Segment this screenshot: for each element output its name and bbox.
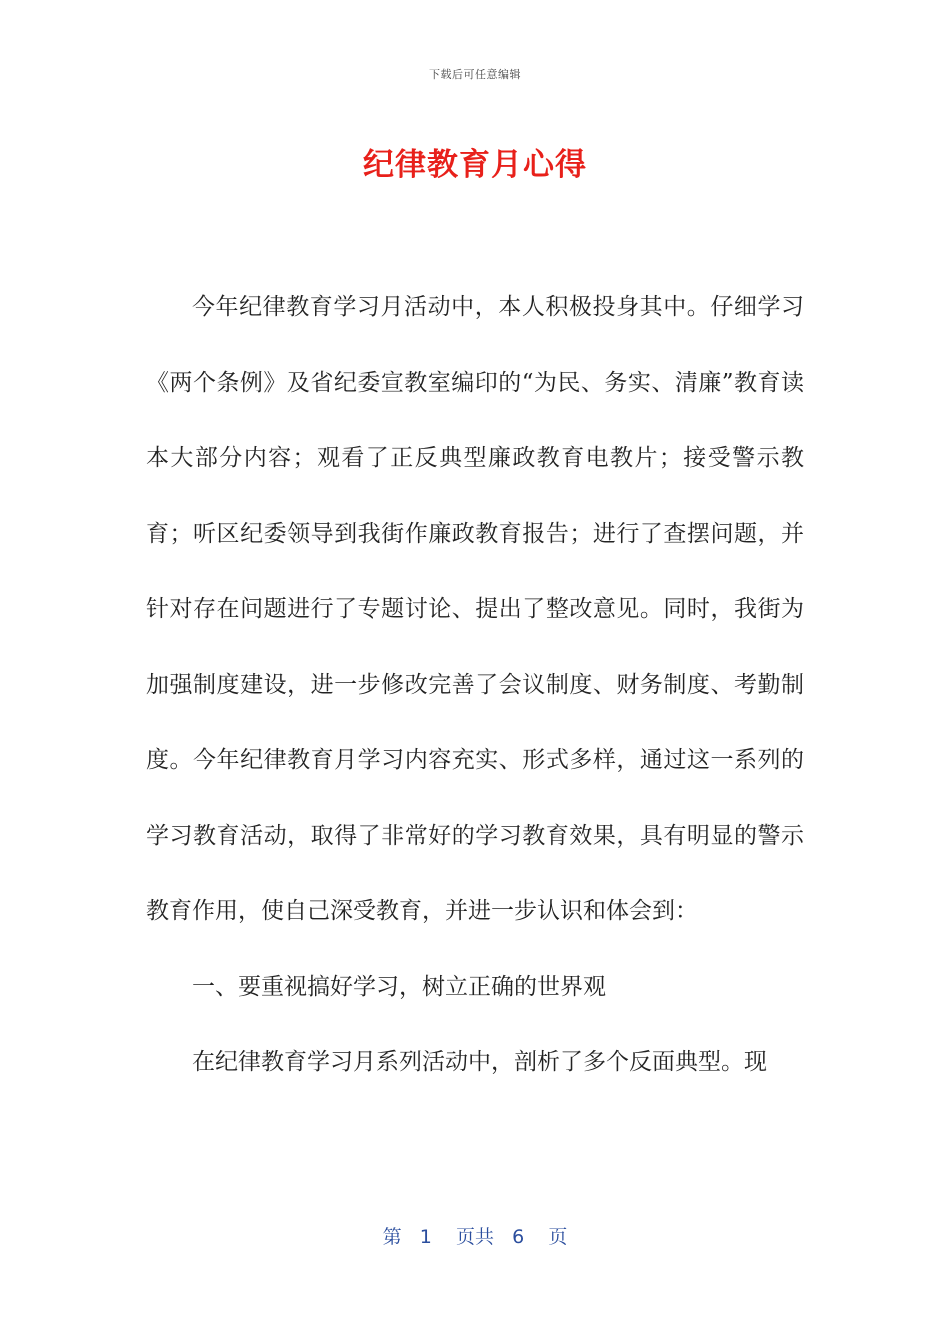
paragraph-section-body: 在纪律教育学习月系列活动中，剖析了多个反面典型。现 [192,1049,767,1075]
footer-middle: 页共 [455,1226,494,1248]
footer-prefix: 第 [382,1226,402,1248]
document-body [146,270,804,1101]
paragraph-intro: 今年纪律教育学习月活动中，本人积极投身其中。仔细学习《两个条例》及省纪委宣教室编印的“为民、务实、清廉”教育读本大部分内容；观看了正反典型廉政教育电教片；接受警示教育；听区纪委领导到我街作廉政教育报告；进行了查摆问题，并针对存在问题进行了专题讨论、提出了整改意见。同时，我街为加强制度建设，进一步修改完善了会议制度、财务制度、考勤制度。今年纪律教育月学习内容充实、形式多样，通过这一系列的学习教育活动，取得了非常好的学习教育效果，具有明显的警示教育作用，使自己深受教育，并进一步认识和体会到： [146,294,804,924]
paragraph-section-heading: 一、要重视搞好学习，树立正确的世界观 [192,973,606,1000]
footer-page-number: 1 [419,1226,432,1248]
document-title: 纪律教育月心得 [363,147,587,183]
page-footer [0,1222,950,1249]
footer-total-pages: 6 [512,1226,525,1248]
header-note: 下载后可任意编辑 [429,68,521,81]
footer-suffix: 页 [548,1226,568,1248]
